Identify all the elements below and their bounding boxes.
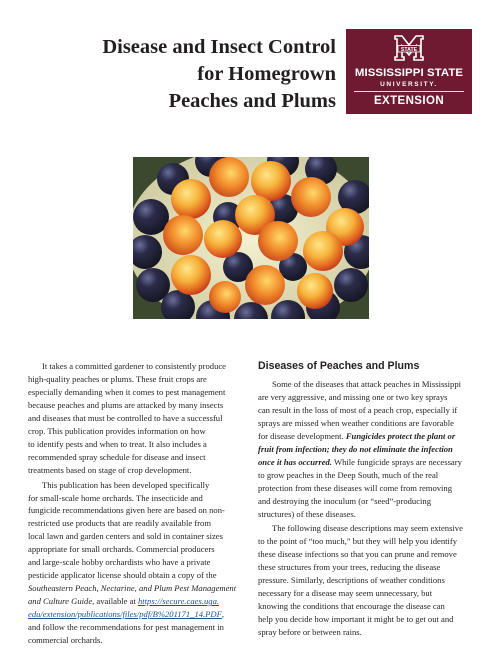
text-line: and large-scale hobby orchardists who have a private (28, 557, 211, 568)
emphasis-text: once it has occurred. (258, 456, 332, 467)
text-line: crop. This publication provides information on how (28, 425, 206, 436)
text-line: spray before or between rains. (258, 627, 362, 638)
title-line: for Homegrown (197, 63, 336, 85)
text-line: pressure. Similarly, descriptions of weather conditions (258, 575, 445, 586)
text-line: commercial orchards. (28, 635, 103, 646)
diseases-paragraph-1 (258, 378, 478, 520)
logo-extension: EXTENSION (373, 95, 445, 107)
text-line: The following disease descriptions may seem extensive (272, 523, 463, 534)
text-line: to the point of “too much,” but they will help you identify (258, 536, 458, 547)
emphasis-text: Fungicides protect the plant or (345, 430, 456, 441)
text-line: because peaches and plums are attacked by many insects (28, 399, 224, 410)
text-line: knowing the conditions that encourage the disease can (258, 601, 445, 612)
text-line: restricted use products that are readily available from (28, 518, 212, 529)
text-line: protection from these diseases will come from removing (258, 482, 453, 493)
text-line: Some of the diseases that attack peaches in Mississippi (272, 379, 462, 389)
logo-university-suffix: UNIVERSITY. (380, 81, 438, 88)
logo-mark-text: STATE (400, 46, 418, 53)
title-line: Peaches and Plums (168, 90, 336, 112)
text-line: and diseases that must be controlled to have a successful (28, 412, 223, 423)
text-line: especially demanding when it comes to pest management (28, 386, 226, 397)
emphasis-text: fruit from infection; they do not eliminate the infection (258, 443, 453, 454)
intro-paragraph (28, 360, 246, 477)
title-line: Disease and Insect Control (102, 36, 336, 58)
text-line: these structures from your trees, reducing the disease (258, 562, 441, 573)
document-title (40, 34, 336, 115)
text-line: recommended spray schedule for disease and insect (28, 451, 206, 462)
diseases-paragraph-2 (258, 522, 478, 639)
msu-m-state-icon (392, 34, 426, 62)
text-line: It takes a committed gardener to consistently produce (42, 361, 226, 371)
text-line: treatments based on stage of crop development. (28, 464, 192, 475)
text-line: appropriate for small orchards. Commercial producers (28, 544, 215, 555)
logo-university-name: MISSISSIPPI STATE (354, 67, 464, 79)
text-line: sprays are missed when weather conditions are favorable (258, 417, 454, 428)
text-line: to grow peaches in the Deep South, much of the real (258, 469, 439, 480)
text-line: and follow the recommendations for pest management in (28, 622, 224, 633)
text-line: help you decide how important it might be to get out and (258, 614, 454, 625)
guide-title: Southeastern Peach, Nectarine, and Plum Pest Management (28, 583, 237, 594)
text-run: While fungicide sprays are necessary (332, 456, 462, 467)
text-line: local lawn and garden centers and sold in container sizes (28, 531, 223, 542)
text-line: for small-scale home orchards. The insecticide and (28, 492, 203, 503)
guide-link[interactable]: https://secure.caes.uga. (137, 596, 220, 607)
text-line: can result in the loss of most of a peach crop, especially if (258, 404, 458, 415)
section-heading: Diseases of Peaches and Plums (258, 360, 420, 372)
text-line: fungicide recommendations given here are based on non- (28, 505, 225, 516)
text-line: to identify pests and when to treat. It also includes a (28, 438, 207, 449)
text-line: pesticide applicator license should obtain a copy of the (28, 570, 217, 581)
text-run: , (221, 609, 225, 620)
peaches-and-plums-icon (133, 157, 369, 319)
guide-link[interactable]: edu/extension/publications/files/pdf/B%201171_14.PDF (28, 609, 222, 620)
logo-divider (354, 91, 464, 92)
text-line: are very aggressive, and missing one or two key sprays (258, 391, 448, 402)
intro-column (28, 360, 246, 647)
text-line: these disease infections so that you can prune and remove (258, 549, 457, 560)
text-run: for disease development. (258, 430, 346, 441)
diseases-column (258, 378, 478, 639)
text-line: necessary for a disease may seem unnecessary, but (258, 588, 433, 599)
text-line: high-quality peaches or plums. These fruit crops are (28, 373, 207, 384)
scope-paragraph (28, 479, 246, 647)
guide-title: and Culture Guide, (28, 596, 95, 607)
text-line: This publication has been developed specifically (42, 479, 210, 490)
text-run: available at (94, 596, 138, 607)
peaches-plums-photo (133, 157, 369, 319)
text-line: structures) of these diseases. (258, 508, 356, 519)
msu-extension-logo (346, 29, 472, 114)
text-line: and destroying the inoculum (or “seed”-producing (258, 495, 432, 506)
